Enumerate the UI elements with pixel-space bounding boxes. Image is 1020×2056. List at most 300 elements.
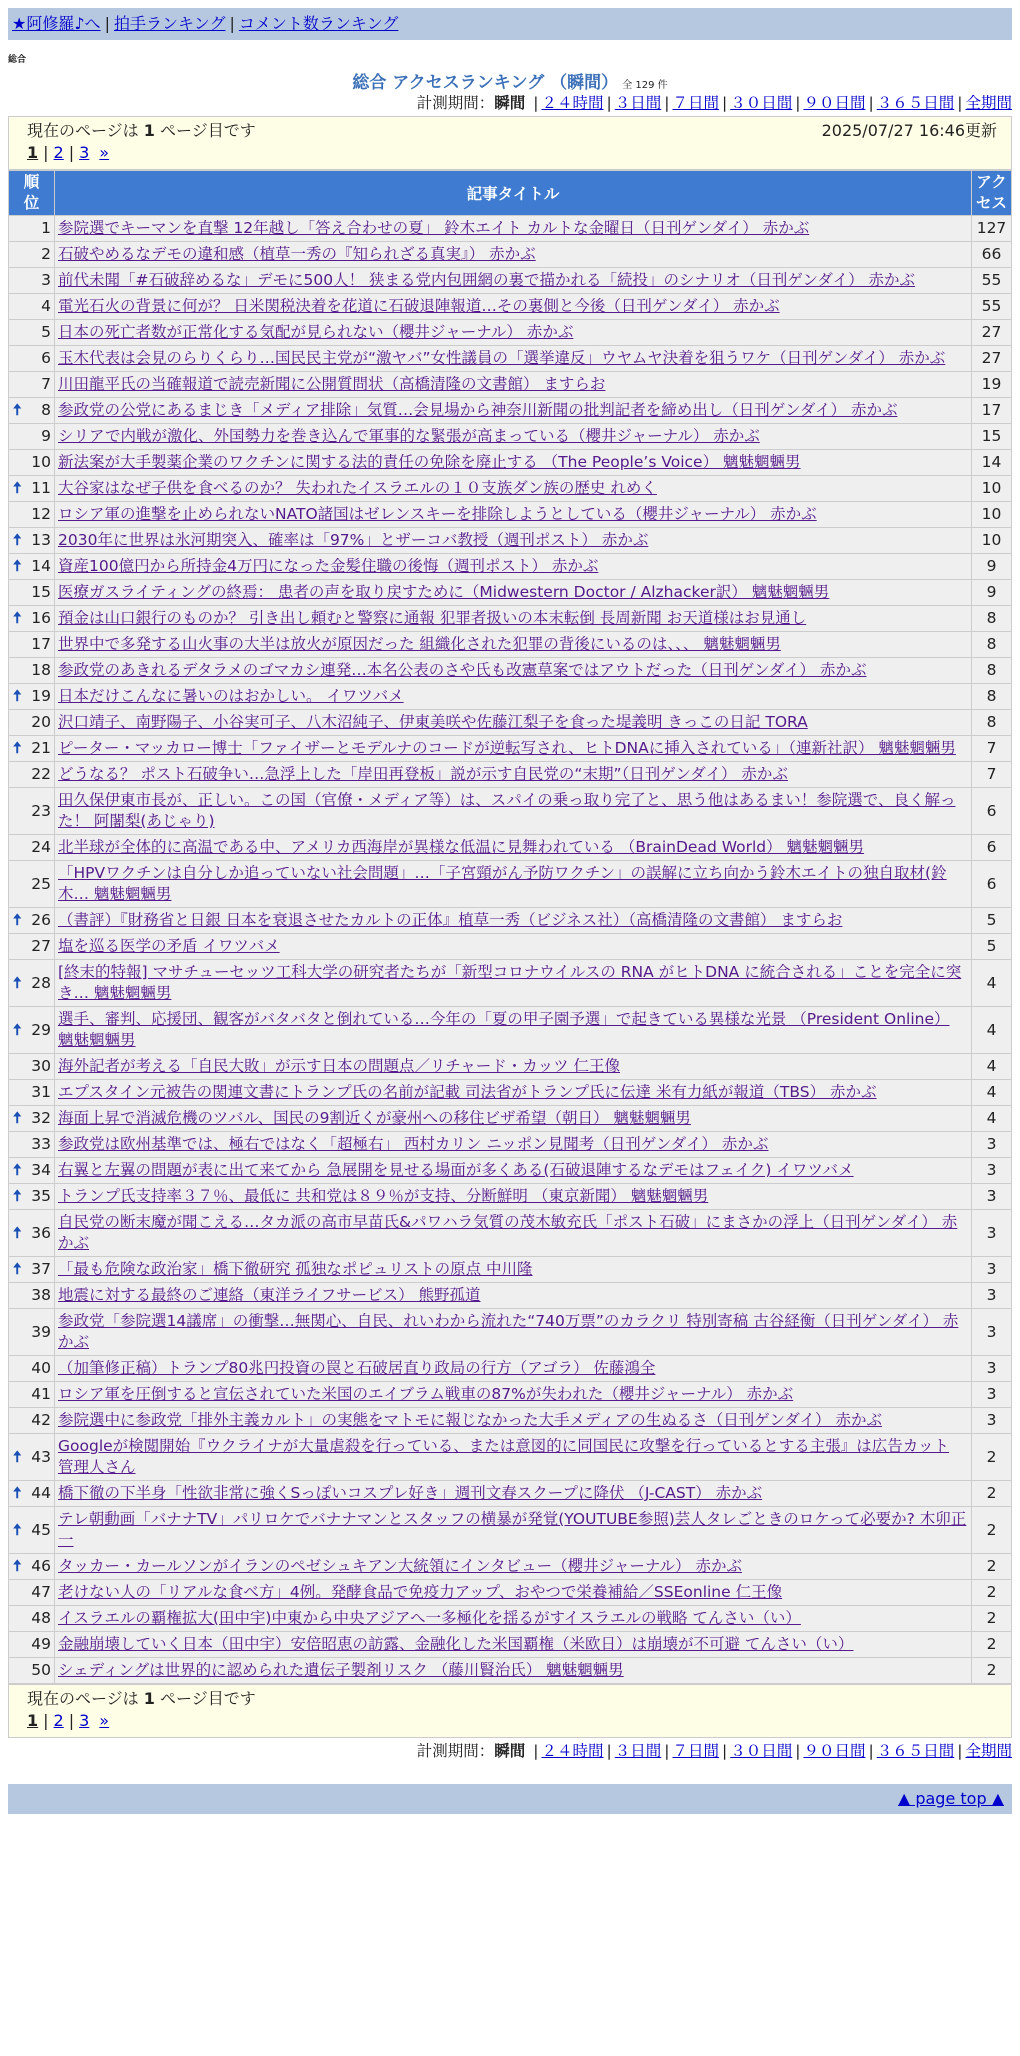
title-cell — [55, 1434, 972, 1481]
rank-number: 13 — [31, 531, 51, 549]
table-row — [9, 632, 1012, 658]
rank-up-arrow-icon: 🠅 — [13, 557, 22, 575]
table-row — [9, 788, 1012, 835]
access-count: 55 — [972, 294, 1012, 320]
rank-number: 19 — [31, 687, 51, 705]
rank-cell — [9, 788, 55, 835]
article-link[interactable]: ピーター・マッカロー博士「ファイザーとモデルナのコードが逆転写され、ヒトDNAに挿入されている」（連新社訳） 魑魅魍魎男 — [58, 739, 956, 757]
table-row — [9, 710, 1012, 736]
current-page-number: 1 — [143, 121, 155, 140]
rank-number: 31 — [31, 1083, 51, 1101]
rank-number: 34 — [31, 1161, 51, 1179]
rank-number: 4 — [41, 297, 51, 315]
access-count: 3 — [972, 1210, 1012, 1257]
table-row — [9, 1481, 1012, 1507]
home-link[interactable]: ★阿修羅♪へ — [12, 14, 101, 33]
rank-number: 11 — [31, 479, 51, 497]
header-title: 記事タイトル — [55, 171, 972, 216]
table-row — [9, 294, 1012, 320]
access-count: 10 — [972, 476, 1012, 502]
article-link[interactable]: 「HPVワクチンは自分しか追っていない社会問題」…「子宮頸がん予防ワクチン」の誤解に立ち向かう鈴木エイトの独自取材(鈴木… 魑魅魍魎男 — [58, 864, 947, 903]
article-link[interactable]: 「最も危険な政治家」橋下徹研究 孤独なポピュリストの原点 中川隆 — [58, 1260, 533, 1278]
rank-cell — [9, 1580, 55, 1606]
page-link-2[interactable]: 2 — [53, 1711, 64, 1730]
table-row — [9, 1580, 1012, 1606]
rank-up-arrow-icon: 🠅 — [13, 609, 22, 627]
rank-cell — [9, 1507, 55, 1554]
rank-cell — [9, 1054, 55, 1080]
rank-cell — [9, 861, 55, 908]
rank-number: 20 — [31, 713, 51, 731]
table-row — [9, 554, 1012, 580]
table-row — [9, 1606, 1012, 1632]
article-link[interactable]: 前代未聞「#石破辞めるな」デモに500人！ 狭まる党内包囲網の裏で描かれる「続投」のシナリオ（日刊ゲンダイ） 赤かぶ — [58, 271, 916, 289]
title-cell — [55, 1309, 972, 1356]
rank-cell — [9, 398, 55, 424]
table-row — [9, 1080, 1012, 1106]
rank-up-arrow-icon: 🠅 — [13, 1484, 22, 1502]
title-cell — [55, 346, 972, 372]
period-link-3[interactable]: ３０日間 — [730, 1742, 793, 1760]
rank-number: 26 — [31, 911, 51, 929]
rank-up-arrow-icon: 🠅 — [13, 479, 22, 497]
article-link[interactable]: タッカー・カールソンがイランのペゼシュキアン大統領にインタビュー（櫻井ジャーナル） 赤かぶ — [58, 1557, 742, 1575]
next-page-link[interactable]: » — [99, 143, 110, 162]
title-cell — [55, 1210, 972, 1257]
article-link[interactable]: 新法案が大手製薬企業のワクチンに関する法的責任の免除を廃止する （The People’s Voice） 魑魅魍魎男 — [58, 453, 801, 471]
rank-number: 15 — [31, 583, 51, 601]
rank-cell — [9, 268, 55, 294]
page-separator: | — [68, 143, 75, 162]
article-link[interactable]: 参院選中に参政党「排外主義カルト」の実態をマトモに報じなかった大手メディアの生ぬるさ（日刊ゲンダイ） 赤かぶ — [58, 1411, 882, 1429]
period-separator: | — [722, 94, 728, 112]
article-link[interactable]: 電光石火の背景に何が？ 日米関税決着を花道に石破退陣報道…その裏側と今後（日刊ゲンダイ） 赤かぶ — [58, 297, 780, 315]
access-count: 3 — [972, 1184, 1012, 1210]
ranking-table — [8, 170, 1012, 1684]
rank-number: 25 — [31, 874, 51, 893]
period-link-3[interactable]: ３０日間 — [730, 94, 793, 112]
page-status — [27, 1687, 256, 1711]
table-row — [9, 762, 1012, 788]
table-row — [9, 606, 1012, 632]
table-row — [9, 1382, 1012, 1408]
access-count: 2 — [972, 1507, 1012, 1554]
rank-cell — [9, 1184, 55, 1210]
title-cell — [55, 710, 972, 736]
page-status-prefix: 現在のページは — [27, 1689, 139, 1708]
rank-cell — [9, 476, 55, 502]
title-cell — [55, 788, 972, 835]
rank-cell — [9, 1606, 55, 1632]
article-link[interactable]: 参政党のあきれるデタラメのゴマカシ連発…本名公表のさや氏も改憲草案ではアウトだった（日刊ゲンダイ） 赤かぶ — [58, 661, 867, 679]
rank-cell — [9, 960, 55, 1007]
article-link[interactable]: 預金は山口銀行のものか？ 引き出し頼むと警察に通報 犯罪者扱いの本末転倒 長周新聞 お天道様はお見通し — [58, 609, 807, 627]
access-count: 7 — [972, 736, 1012, 762]
title-cell — [55, 1054, 972, 1080]
rank-cell — [9, 346, 55, 372]
rank-up-arrow-icon: 🠅 — [13, 1260, 22, 1278]
article-link[interactable]: テレ朝動画「バナナTV」パリロケでバナナマンとスタッフの横暴が発覚(YOUTUBE参照)芸人タレごときのロケって必要か? 木卯正一 — [58, 1510, 967, 1549]
article-link[interactable]: 自民党の断末魔が聞こえる…タカ派の高市早苗氏&パワハラ気質の茂木敏充氏「ポスト石破」にまさかの浮上（日刊ゲンダイ） 赤かぶ — [58, 1213, 958, 1252]
page-link-3[interactable]: 3 — [79, 1711, 90, 1730]
access-count: 6 — [972, 835, 1012, 861]
rank-number: 22 — [31, 765, 51, 783]
access-count: 127 — [972, 216, 1012, 242]
table-row — [9, 908, 1012, 934]
access-count: 9 — [972, 580, 1012, 606]
article-link[interactable]: 北半球が全体的に高温である中、アメリカ西海岸が異様な低温に見舞われている （BrainDead World） 魑魅魍魎男 — [58, 838, 865, 856]
table-row — [9, 1132, 1012, 1158]
header-rank: 順位 — [9, 171, 55, 216]
article-link[interactable]: 資産100億円から所持金4万円になった金髪住職の後悔（週刊ポスト） 赤かぶ — [58, 557, 599, 575]
rank-up-arrow-icon: 🠅 — [13, 1223, 22, 1242]
table-row — [9, 450, 1012, 476]
article-link[interactable]: 参政党の公党にあるまじき「メディア排除」気質…会見場から神奈川新聞の批判記者を締め出し（日刊ゲンダイ） 赤かぶ — [58, 401, 898, 419]
article-link[interactable]: トランプ氏支持率３７％、最低に 共和党は８９％が支持、分断鮮明 （東京新聞） 魑魅魍魎男 — [58, 1187, 709, 1205]
table-row — [9, 216, 1012, 242]
rank-cell — [9, 736, 55, 762]
section-tag: 総合 — [8, 55, 27, 65]
access-count: 8 — [972, 632, 1012, 658]
article-link[interactable]: 川田龍平氏の当確報道で読売新聞に公開質問状（高橋清隆の文書館） ますらお — [58, 375, 606, 393]
title-cell — [55, 835, 972, 861]
access-count: 9 — [972, 554, 1012, 580]
rank-number: 36 — [31, 1223, 51, 1242]
rank-number: 48 — [31, 1609, 51, 1627]
period-link-6[interactable]: 全期間 — [965, 1742, 1012, 1760]
rank-number: 16 — [31, 609, 51, 627]
comment-ranking-link[interactable]: コメント数ランキング — [238, 14, 399, 33]
title-cell — [55, 1132, 972, 1158]
article-link[interactable]: 参政党「参院選14議席」の衝撃…無関心、自民、れいわから流れた“740万票”のカラクリ 特別寄稿 古谷経衡（日刊ゲンダイ） 赤かぶ — [58, 1312, 959, 1351]
rank-number: 45 — [31, 1520, 51, 1539]
access-count: 8 — [972, 606, 1012, 632]
period-link-1[interactable]: ３日間 — [614, 94, 662, 112]
page-link-1[interactable]: 1 — [27, 1711, 39, 1730]
rank-cell — [9, 1106, 55, 1132]
period-current: 瞬間 — [494, 94, 526, 112]
table-row — [9, 580, 1012, 606]
article-link[interactable]: ロシア軍の進撃を止められないNATO諸国はゼレンスキーを排除しようとしている（櫻井ジャーナル） 赤かぶ — [58, 505, 817, 523]
access-count: 8 — [972, 684, 1012, 710]
table-row — [9, 528, 1012, 554]
title-cell — [55, 424, 972, 450]
title-cell — [55, 1554, 972, 1580]
table-row — [9, 242, 1012, 268]
rank-cell — [9, 1481, 55, 1507]
period-label: 計測期間： — [416, 1742, 495, 1760]
article-link[interactable]: イスラエルの覇権拡大(田中宇)中東から中央アジアへ一多極化を揺るがすイスラエルの戦略 てんさい（い） — [58, 1609, 801, 1627]
rank-cell — [9, 1158, 55, 1184]
title-cell — [55, 476, 972, 502]
rank-up-arrow-icon: 🠅 — [13, 687, 22, 705]
title-cell — [55, 861, 972, 908]
table-row — [9, 1632, 1012, 1658]
title-cell — [55, 1580, 972, 1606]
article-link[interactable]: 地震に対する最終のご連絡（東洋ライフサービス） 熊野孤道 — [58, 1286, 481, 1304]
rank-cell — [9, 216, 55, 242]
table-row — [9, 1554, 1012, 1580]
rank-cell — [9, 242, 55, 268]
rank-up-arrow-icon: 🠅 — [13, 911, 22, 929]
article-link[interactable]: 世界中で多発する山火事の大半は放火が原因だった 組織化された犯罪の背後にいるのは、、、 魑魅魍魎男 — [58, 635, 781, 653]
rank-cell — [9, 580, 55, 606]
period-link-2[interactable]: ７日間 — [672, 94, 719, 112]
access-count: 5 — [972, 934, 1012, 960]
access-count: 5 — [972, 908, 1012, 934]
applause-ranking-link[interactable]: 拍手ランキング — [113, 14, 226, 33]
table-row — [9, 1356, 1012, 1382]
table-row — [9, 1106, 1012, 1132]
nav-separator: | — [104, 14, 110, 33]
article-link[interactable]: 参院選でキーマンを直撃 12年越し「答え合わせの夏」 鈴木エイト カルトな金曜日（日刊ゲンダイ） 赤かぶ — [58, 219, 810, 237]
title-cell — [55, 1632, 972, 1658]
page-status-suffix: ページ目です — [160, 121, 256, 140]
rank-number: 6 — [41, 349, 51, 367]
table-row — [9, 684, 1012, 710]
table-row — [9, 424, 1012, 450]
rank-up-arrow-icon: 🠅 — [13, 1520, 22, 1539]
table-row — [9, 1507, 1012, 1554]
rank-number: 1 — [41, 219, 51, 237]
rank-number: 32 — [31, 1109, 51, 1127]
access-count: 3 — [972, 1309, 1012, 1356]
rank-up-arrow-icon: 🠅 — [13, 1557, 22, 1575]
access-count: 8 — [972, 658, 1012, 684]
rank-number: 10 — [31, 453, 51, 471]
table-row — [9, 502, 1012, 528]
rank-up-arrow-icon: 🠅 — [13, 739, 22, 757]
rank-number: 28 — [31, 973, 51, 992]
page-separator: | — [43, 143, 49, 162]
period-separator: | — [795, 94, 801, 112]
next-page-link[interactable]: » — [99, 1711, 110, 1730]
rank-cell — [9, 1132, 55, 1158]
page-link-2[interactable]: 2 — [53, 143, 64, 162]
article-link[interactable]: どうなる？ ポスト石破争い…急浮上した「岸田再登板」説が示す自民党の“末期”（日刊ゲンダイ） 赤かぶ — [58, 765, 788, 783]
rank-number: 3 — [41, 271, 51, 289]
nav-separator: | — [229, 14, 235, 33]
period-separator: | — [606, 1742, 612, 1760]
rank-up-arrow-icon: 🠅 — [13, 1187, 22, 1205]
period-separator: | — [533, 94, 539, 112]
article-link[interactable]: エプスタイン元被告の関連文書にトランプ氏の名前が記載 司法省がトランプ氏に伝達 米有力紙が報道（TBS） 赤かぶ — [58, 1083, 877, 1101]
title-cell — [55, 960, 972, 1007]
article-link[interactable]: 田久保伊東市長が、正しい。この国（官僚・メディア等）は、スパイの乗っ取り完了と、思う他はあるまい！参院選で、良く解った！ 阿闍梨(あじゃり) — [58, 791, 956, 830]
article-link[interactable]: （書評）『財務省と日銀 日本を衰退させたカルトの正体』植草一秀（ビジネス社）（高橋清隆の文書館） ますらお — [58, 911, 843, 929]
title-cell — [55, 1080, 972, 1106]
access-count: 3 — [972, 1158, 1012, 1184]
article-link[interactable]: ロシア軍を圧倒すると宣伝されていた米国のエイブラム戦車の87%が失われた（櫻井ジャーナル） 赤かぶ — [58, 1385, 794, 1403]
page-link-3[interactable]: 3 — [79, 143, 90, 162]
title-cell — [55, 1606, 972, 1632]
period-link-6[interactable]: 全期間 — [965, 94, 1012, 112]
title-cell — [55, 632, 972, 658]
rank-cell — [9, 835, 55, 861]
page-link-1[interactable]: 1 — [27, 143, 39, 162]
rank-number: 7 — [41, 375, 51, 393]
rank-number: 2 — [41, 245, 51, 263]
title-cell — [55, 1382, 972, 1408]
title-cell — [55, 1507, 972, 1554]
title-cell — [55, 762, 972, 788]
period-current: 瞬間 — [494, 1742, 526, 1760]
period-link-1[interactable]: ３日間 — [614, 1742, 662, 1760]
title-cell — [55, 1184, 972, 1210]
article-link[interactable]: シリアで内戦が激化、外国勢力を巻き込んで軍事的な緊張が高まっている（櫻井ジャーナル） 赤かぶ — [58, 427, 760, 445]
rank-number: 9 — [41, 427, 51, 445]
rank-cell — [9, 1007, 55, 1054]
period-label: 計測期間： — [416, 94, 495, 112]
rank-cell — [9, 554, 55, 580]
rank-number: 50 — [31, 1661, 51, 1679]
article-link[interactable]: 老けない人の「リアルな食べ方」4例。発酵食品で免疫力アップ、おやつで栄養補給／SSEonline 仁王像 — [58, 1583, 783, 1601]
rank-cell — [9, 1408, 55, 1434]
rank-cell — [9, 502, 55, 528]
rank-cell — [9, 1210, 55, 1257]
item-count: 全 129 件 — [622, 80, 668, 91]
title-cell — [55, 1007, 972, 1054]
footer-bar — [8, 1784, 1012, 1814]
article-link[interactable]: 日本だけこんなに暑いのはおかしい。 イワツバメ — [58, 687, 404, 705]
rank-cell — [9, 762, 55, 788]
access-count: 4 — [972, 1007, 1012, 1054]
rank-cell — [9, 1632, 55, 1658]
rank-number: 44 — [31, 1484, 51, 1502]
period-separator: | — [664, 1742, 670, 1760]
table-row — [9, 960, 1012, 1007]
article-link[interactable]: 海面上昇で消滅危機のツバル、国民の9割近くが豪州への移住ビザ希望（朝日） 魑魅魍魎男 — [58, 1109, 691, 1127]
article-link[interactable]: （加筆修正稿）トランプ80兆円投資の罠と石破居直り政局の行方（アゴラ） 佐藤鴻全 — [58, 1359, 656, 1377]
article-link[interactable]: 選手、審判、応援団、観客がバタバタと倒れている…今年の「夏の甲子園予選」で起きている異様な光景 （President Online） 魑魅魍魎男 — [58, 1010, 950, 1049]
title-cell — [55, 268, 972, 294]
article-link[interactable]: 沢口靖子、南野陽子、小谷実可子、八木沼純子、伊東美咲や佐藤江梨子を食った堤義明 きっこの日記 TORA — [58, 713, 808, 731]
article-link[interactable]: 2030年に世界は氷河期突入、確率は「97%」とザーコバ教授（週刊ポスト） 赤かぶ — [58, 531, 649, 549]
title-cell — [55, 554, 972, 580]
access-count: 2 — [972, 1580, 1012, 1606]
rank-number: 35 — [31, 1187, 51, 1205]
update-timestamp: 2025/07/27 16:46更新 — [821, 121, 997, 140]
table-row — [9, 861, 1012, 908]
rank-number: 8 — [41, 401, 51, 419]
period-link-0[interactable]: ２４時間 — [541, 1742, 604, 1760]
article-link[interactable]: 右翼と左翼の問題が表に出て来てから 急展開を見せる場面が多くある(石破退陣するなデモはフェイク) イワツバメ — [58, 1161, 854, 1179]
rank-cell — [9, 1382, 55, 1408]
access-count: 3 — [972, 1382, 1012, 1408]
rank-up-arrow-icon: 🠅 — [13, 531, 22, 549]
article-link[interactable]: 金融崩壊していく日本（田中宇）安倍昭恵の訪露、金融化した米国覇権（米欧日）は崩壊が不可避 てんさい（い） — [58, 1635, 854, 1653]
page-status-suffix: ページ目です — [160, 1689, 256, 1708]
period-link-0[interactable]: ２４時間 — [541, 94, 604, 112]
title-cell — [55, 580, 972, 606]
access-count: 4 — [972, 1054, 1012, 1080]
period-link-5[interactable]: ３６５日間 — [876, 1742, 955, 1760]
rank-number: 23 — [31, 801, 51, 820]
rank-number: 33 — [31, 1135, 51, 1153]
table-row — [9, 398, 1012, 424]
table-row — [9, 736, 1012, 762]
page-title: 総合 アクセスランキング （瞬間） — [352, 73, 619, 93]
title-cell — [55, 294, 972, 320]
period-link-5[interactable]: ３６５日間 — [876, 94, 955, 112]
period-separator: | — [868, 1742, 874, 1760]
article-link[interactable]: 玉木代表は会見のらりくらり…国民民主党が“激ヤバ”女性議員の「選挙違反」ウヤムヤ決着を狙うワケ（日刊ゲンダイ） 赤かぶ — [58, 349, 946, 367]
table-row — [9, 1283, 1012, 1309]
rank-number: 29 — [31, 1020, 51, 1039]
period-link-4[interactable]: ９０日間 — [803, 94, 866, 112]
table-row — [9, 1434, 1012, 1481]
article-link[interactable]: 塩を巡る医学の矛盾 イワツバメ — [58, 937, 280, 955]
rank-number: 5 — [41, 323, 51, 341]
article-link[interactable]: 医療ガスライティングの終焉： 患者の声を取り戻すために（Midwestern Doctor / Alzhacker訳） 魑魅魍魎男 — [58, 583, 830, 601]
title-cell — [55, 372, 972, 398]
article-link[interactable]: [終末的特報] マサチューセッツ工科大学の研究者たちが「新型コロナウイルスの RNA がヒトDNA に統合される」ことを完全に突き… 魑魅魍魎男 — [58, 963, 962, 1002]
article-link[interactable]: 石破やめるなデモの違和感（植草一秀の『知られざる真実』） 赤かぶ — [58, 245, 536, 263]
table-row — [9, 1158, 1012, 1184]
rank-number: 47 — [31, 1583, 51, 1601]
title-cell — [55, 606, 972, 632]
rank-number: 42 — [31, 1411, 51, 1429]
rank-cell — [9, 710, 55, 736]
access-count: 4 — [972, 1106, 1012, 1132]
page-status-prefix: 現在のページは — [27, 121, 139, 140]
table-row — [9, 346, 1012, 372]
rank-number: 39 — [31, 1322, 51, 1341]
title-cell — [55, 736, 972, 762]
access-count: 10 — [972, 528, 1012, 554]
period-link-4[interactable]: ９０日間 — [803, 1742, 866, 1760]
period-link-2[interactable]: ７日間 — [672, 1742, 719, 1760]
title-cell — [55, 502, 972, 528]
article-link[interactable]: 参政党は欧州基準では、極右ではなく「超極右」 西村カリン ニッポン見聞考（日刊ゲンダイ） 赤かぶ — [58, 1135, 769, 1153]
access-count: 27 — [972, 346, 1012, 372]
rank-cell — [9, 1283, 55, 1309]
rank-number: 17 — [31, 635, 51, 653]
period-selector-bottom — [8, 1738, 1012, 1764]
title-cell — [55, 684, 972, 710]
rank-number: 21 — [31, 739, 51, 757]
article-link[interactable]: 大谷家はなぜ子供を食べるのか？ 失われたイスラエルの１０支族ダン族の歴史 れめく — [58, 479, 657, 497]
access-count: 6 — [972, 788, 1012, 835]
rank-number: 49 — [31, 1635, 51, 1653]
rank-cell — [9, 934, 55, 960]
rank-cell — [9, 424, 55, 450]
table-row — [9, 1054, 1012, 1080]
table-row — [9, 1210, 1012, 1257]
table-row — [9, 320, 1012, 346]
access-count: 10 — [972, 502, 1012, 528]
rank-number: 12 — [31, 505, 51, 523]
article-link[interactable]: 橋下徹の下半身「性欲非常に強くSっぽいコスプレ好き」週刊文春スクープに降伏 （J-CAST） 赤かぶ — [58, 1484, 763, 1502]
article-link[interactable]: Googleが検閲開始『ウクライナが大量虐殺を行っている、または意図的に同国民に攻撃を行っているとする主張』は広告カット 管理人さん — [58, 1437, 950, 1476]
article-link[interactable]: 日本の死亡者数が正常化する気配が見られない（櫻井ジャーナル） 赤かぶ — [58, 323, 574, 341]
rank-cell — [9, 528, 55, 554]
title-cell — [55, 1158, 972, 1184]
period-links — [530, 1742, 1012, 1760]
rank-number: 18 — [31, 661, 51, 679]
rank-cell — [9, 1554, 55, 1580]
access-count: 55 — [972, 268, 1012, 294]
period-separator: | — [795, 1742, 801, 1760]
period-separator: | — [868, 94, 874, 112]
page-top-link[interactable]: ▲ page top ▲ — [897, 1789, 1004, 1808]
article-link[interactable]: シェディングは世界的に認められた遺伝子製剤リスク （藤川賢治氏） 魑魅魍魎男 — [58, 1661, 624, 1679]
access-count: 27 — [972, 320, 1012, 346]
period-links — [530, 94, 1012, 112]
period-selector-top — [8, 90, 1012, 116]
title-cell — [55, 934, 972, 960]
article-link[interactable]: 海外記者が考える「自民大敗」が示す日本の問題点／リチャード・カッツ 仁王像 — [58, 1057, 620, 1075]
